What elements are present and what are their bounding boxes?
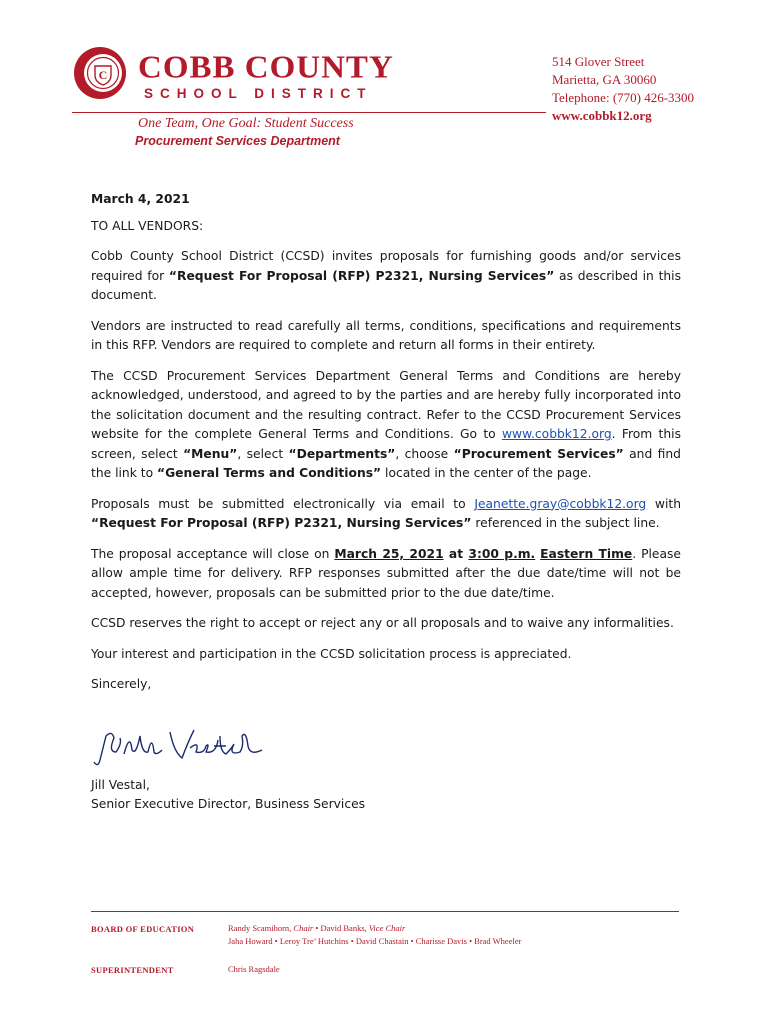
signer-title: Senior Executive Director, Business Services — [91, 797, 366, 811]
brand-title: COBB COUNTY — [138, 51, 394, 86]
tagline: One Team, One Goal: Student Success — [138, 116, 354, 131]
superintendent-label: SUPERINTENDENT — [91, 965, 174, 975]
paragraph-submission: Proposals must be submitted electronically via email to Jeanette.gray@cobbk12.org with “Request For Proposal (RFP) P2321, Nursing Services” referenced in the subject line. — [91, 496, 681, 530]
telephone: Telephone: (770) 426-3300 — [552, 90, 695, 105]
address-city: Marietta, GA 30060 — [552, 72, 657, 87]
rfp-title: “Request For Proposal (RFP) P2321, Nursing Services” — [168, 268, 555, 283]
handwritten-signature — [92, 722, 272, 772]
time-zone: Eastern Time — [540, 546, 633, 561]
header-divider — [72, 112, 546, 113]
department-name: Procurement Services Department — [135, 134, 340, 148]
superintendent-name: Chris Ragsdale — [228, 964, 280, 974]
svg-text:C: C — [98, 68, 108, 82]
salutation: TO ALL VENDORS: — [91, 218, 204, 233]
due-time: 3:00 p.m. — [468, 546, 536, 561]
email-link[interactable]: Jeanette.gray@cobbk12.org — [474, 496, 647, 511]
website-link-inline[interactable]: www.cobbk12.org — [501, 427, 612, 441]
paragraph-terms: The CCSD Procurement Services Department General Terms and Conditions are hereby acknowledged, understood, and agreed to by the parties and are hereby fully incorporated into the solicitation document and the resulting contract. Refer to the CCSD Procurement Services website for the complete General Terms and Conditions. Go to www.cobbk12.org. From this screen, select “Menu”, select “Departments”, choose “Procurement Services” and find the link to “General Terms and Conditions” located in the center of the page. — [91, 368, 681, 480]
paragraph-instructions: Vendors are instructed to read carefully all terms, conditions, specifications and requirements in this RFP. Vendors are required to complete and return all forms in their entirety. — [91, 318, 681, 352]
board-label: BOARD OF EDUCATION — [91, 924, 195, 934]
letter-date: March 4, 2021 — [91, 192, 190, 206]
address-block — [552, 53, 694, 125]
letter-body — [91, 190, 681, 706]
board-members: Randy Scamihorn, Chair • David Banks, Vice Chair Jaha Howard • Leroy Tre’ Hutchins • David Chastain • Charisse Davis • Brad Wheeler — [228, 923, 522, 946]
signer-name: Jill Vestal, — [91, 778, 150, 792]
paragraph-invitation: Cobb County School District (CCSD) invites proposals for furnishing goods and/or services required for “Request For Proposal (RFP) P2321, Nursing Services” as described in this document. — [91, 249, 682, 302]
website-link[interactable]: www.cobbk12.org — [552, 108, 652, 123]
district-seal-icon — [72, 44, 128, 102]
closing: Sincerely, — [91, 677, 152, 691]
paragraph-appreciation: Your interest and participation in the CCSD solicitation process is appreciated. — [91, 646, 572, 661]
signer-block — [91, 776, 365, 814]
paragraph-deadline: The proposal acceptance will close on March 25, 2021 at 3:00 p.m. Eastern Time. Please allow ample time for delivery. RFP responses submitted after the due date/time will not be accepted, however, proposals can be submitted prior to the due date/time. — [91, 546, 681, 600]
due-date: March 25, 2021 — [334, 546, 444, 561]
address-street: 514 Glover Street — [552, 54, 645, 69]
brand-subtitle: SCHOOL DISTRICT — [144, 86, 373, 101]
footer-divider — [91, 911, 679, 912]
paragraph-reservation: CCSD reserves the right to accept or reject any or all proposals and to waive any informalities. — [91, 616, 674, 630]
